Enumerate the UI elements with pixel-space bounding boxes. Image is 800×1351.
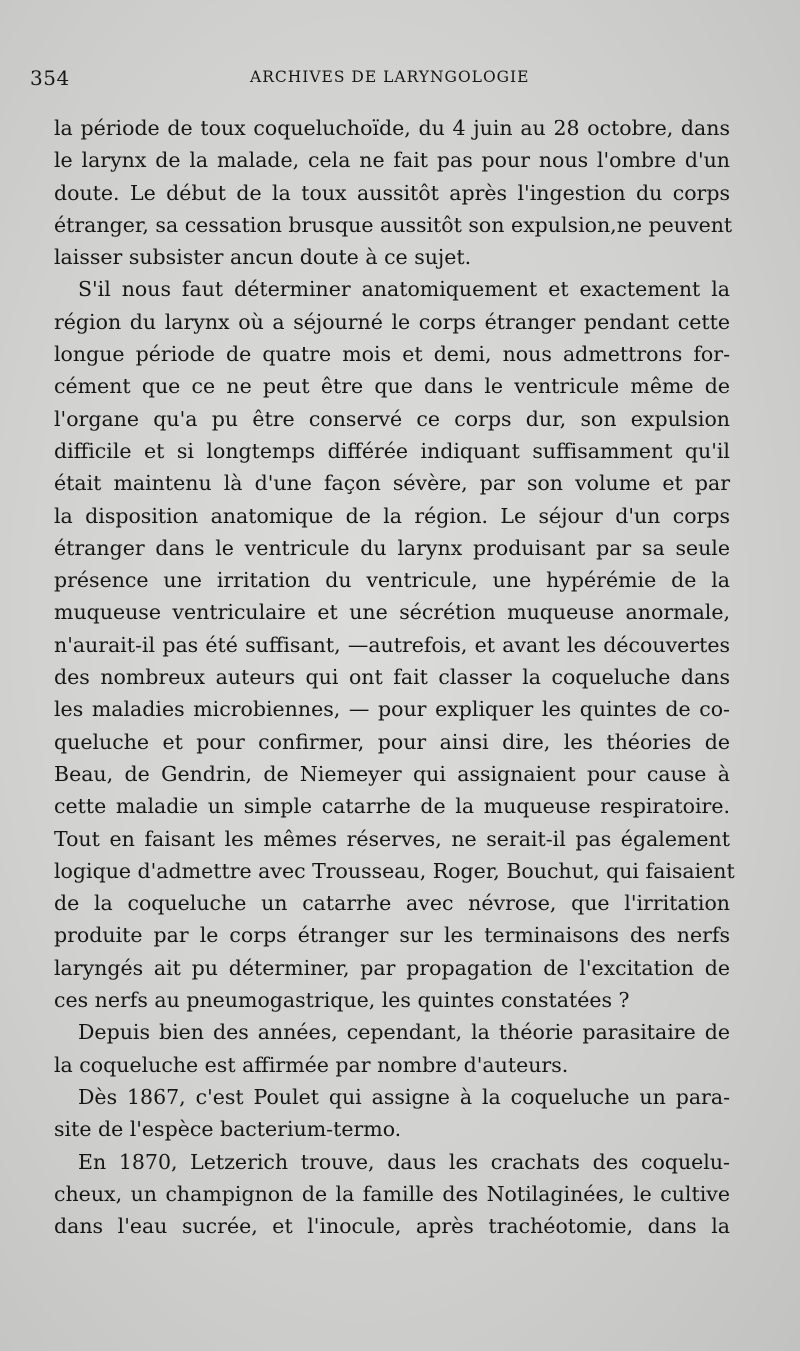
text-line: la période de toux coqueluchoïde, du 4 juin au 28 octobre, dans bbox=[54, 116, 730, 140]
text-line: des nombreux auteurs qui ont fait classer la coqueluche dans bbox=[54, 665, 730, 690]
text-line: difficile et si longtemps différée indiquant suffisamment qu'il bbox=[54, 438, 730, 463]
text-line: produite par le corps étranger sur les terminaisons des nerfs bbox=[54, 923, 730, 948]
text-line: Depuis bien des années, cependant, la théorie parasitaire de bbox=[78, 1020, 730, 1045]
text-line: n'aurait-il pas été suffisant, —autrefois, et avant les découvertes bbox=[54, 632, 730, 657]
text-line: dans l'eau sucrée, et l'inocule, après trachéotomie, dans la bbox=[54, 1214, 730, 1239]
text-line: ces nerfs au pneumogastrique, les quintes constatées ? bbox=[54, 988, 630, 1013]
text-line: était maintenu là d'une façon sévère, par son volume et par bbox=[54, 471, 730, 496]
text-line: longue période de quatre mois et demi, nous admettrons for- bbox=[54, 342, 730, 367]
text-line: laisser subsister ancun doute à ce sujet. bbox=[54, 245, 472, 270]
text-line: Dès 1867, c'est Poulet qui assigne à la coqueluche un para- bbox=[78, 1084, 730, 1109]
text-line: site de l'espèce bacterium-termo. bbox=[54, 1117, 402, 1142]
text-line: muqueuse ventriculaire et une sécrétion muqueuse anormale, bbox=[54, 600, 730, 625]
text-line: la coqueluche est affirmée par nombre d'auteurs. bbox=[54, 1052, 569, 1077]
text-line: doute. Le début de la toux aussitôt après l'ingestion du corps bbox=[54, 180, 730, 205]
text-line: région du larynx où a séjourné le corps étranger pendant cette bbox=[54, 309, 730, 334]
text-line: En 1870, Letzerich trouve, daus les crachats des coquelu- bbox=[78, 1149, 730, 1174]
text-line: cheux, un champignon de la famille des Notilaginées, le cultive bbox=[54, 1181, 730, 1206]
text-line: laryngés ait pu déterminer, par propagation de l'excitation de bbox=[54, 955, 730, 980]
text-line: queluche et pour confirmer, pour ainsi dire, les théories de bbox=[54, 729, 730, 754]
text-line: cément que ce ne peut être que dans le ventricule même de bbox=[54, 374, 730, 399]
text-line: le larynx de la malade, cela ne fait pas pour nous l'ombre d'un bbox=[54, 148, 730, 173]
body-text bbox=[54, 112, 735, 1242]
text-line: Tout en faisant les mêmes réserves, ne serait-il pas également bbox=[54, 826, 730, 851]
text-line: logique d'admettre avec Trousseau, Roger, Bouchut, qui faisaient bbox=[54, 858, 735, 883]
page-header bbox=[30, 66, 770, 96]
text-line: cette maladie un simple catarrhe de la muqueuse respiratoire. bbox=[54, 794, 730, 819]
text-line: les maladies microbiennes, — pour expliquer les quintes de co- bbox=[54, 697, 730, 722]
text-line: l'organe qu'a pu être conservé ce corps dur, son expulsion bbox=[54, 406, 730, 431]
text-line: étranger dans le ventricule du larynx produisant par sa seule bbox=[54, 535, 730, 560]
page-number: 354 bbox=[30, 66, 70, 90]
text-line: Beau, de Gendrin, de Niemeyer qui assignaient pour cause à bbox=[54, 761, 730, 786]
text-line: présence une irritation du ventricule, une hypérémie de la bbox=[54, 568, 730, 593]
text-line: de la coqueluche un catarrhe avec névrose, que l'irritation bbox=[54, 891, 730, 916]
text-line: étranger, sa cessation brusque aussitôt son expulsion,ne peuvent bbox=[54, 212, 733, 237]
text-line: la disposition anatomique de la région. Le séjour d'un corps bbox=[54, 503, 730, 528]
text-line: S'il nous faut déterminer anatomiquement et exactement la bbox=[78, 277, 730, 302]
running-title: ARCHIVES DE LARYNGOLOGIE bbox=[250, 68, 530, 86]
